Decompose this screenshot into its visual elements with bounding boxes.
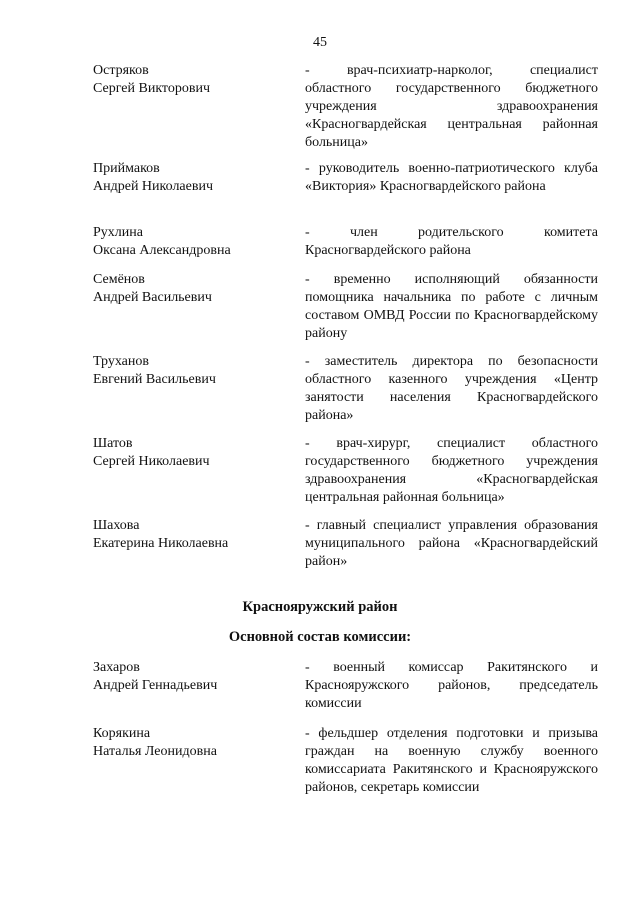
member-role: - главный специалист управления образования муниципального района «Красногвардейский район»: [305, 518, 598, 569]
page-number: 45: [313, 35, 327, 50]
member-name: [93, 725, 293, 761]
commission-composition-heading: Основной состав комиссии:: [228, 629, 412, 645]
member-role: - врач-психиатр-нарколог, специалист областного государственного бюджетного учреждения здравоохранения «Красногвардейская центральная районная больница»: [305, 63, 598, 150]
member-given-name: Сергей Николаевич: [93, 454, 210, 469]
member-name: [93, 353, 293, 389]
member-name: [93, 435, 293, 471]
member-given-name: Андрей Геннадьевич: [93, 678, 218, 693]
member-given-name: Екатерина Николаевна: [93, 536, 229, 551]
member-surname: Захаров: [93, 660, 140, 675]
member-role: - руководитель военно-патриотического клуба «Виктория» Красногвардейского района: [305, 161, 598, 194]
member-name: [93, 160, 293, 196]
member-role: - врач-хирург, специалист областного государственного бюджетного учреждения здравоохранения «Красногвардейская центральная районная больница»: [305, 436, 598, 505]
member-role: - фельдшер отделения подготовки и призыва граждан на военную службу военного комиссариата Ракитянского и Краснояружского районов, секретарь комиссии: [305, 726, 598, 795]
member-surname: Шахова: [93, 518, 140, 533]
member-name: [93, 659, 293, 695]
member-given-name: Наталья Леонидовна: [93, 744, 217, 759]
member-role: - временно исполняющий обязанности помощника начальника по работе с личным составом ОМВД России по Красногвардейскому району: [305, 272, 598, 341]
member-surname: Шатов: [93, 436, 133, 451]
member-given-name: Андрей Васильевич: [93, 290, 212, 305]
member-surname: Остряков: [93, 63, 149, 78]
member-given-name: Андрей Николаевич: [93, 179, 213, 194]
member-role: - военный комиссар Ракитянского и Краснояружского районов, председатель комиссии: [305, 660, 598, 711]
member-surname: Семёнов: [93, 272, 145, 287]
member-name: [93, 62, 293, 98]
member-role: - член родительского комитета Красногвардейского района: [305, 225, 598, 258]
member-role: - заместитель директора по безопасности областного казенного учреждения «Центр занятости населения Красногвардейского района»: [305, 354, 598, 423]
member-name: [93, 224, 293, 260]
district-heading: Краснояружский район: [242, 599, 398, 615]
member-surname: Приймаков: [93, 161, 160, 176]
member-surname: Рухлина: [93, 225, 143, 240]
member-surname: Корякина: [93, 726, 151, 741]
member-given-name: Оксана Александровна: [93, 243, 231, 258]
member-given-name: Евгений Васильевич: [93, 372, 216, 387]
member-name: [93, 271, 293, 307]
member-surname: Труханов: [93, 354, 149, 369]
member-given-name: Сергей Викторович: [93, 81, 211, 96]
member-name: [93, 517, 293, 553]
